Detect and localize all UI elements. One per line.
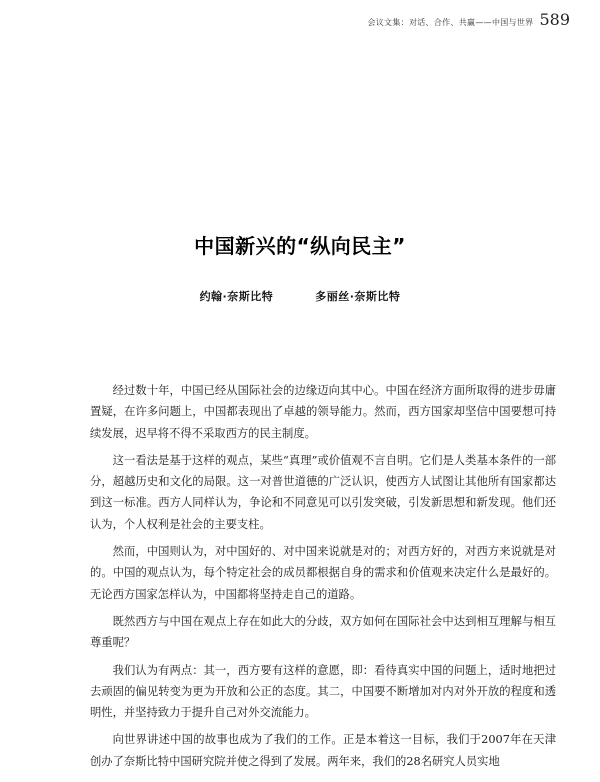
article-body [90,380,556,778]
paragraph-6: 向世界讲述中国的故事也成为了我们的工作。正是本着这一目标，我们于2007年在天津创办了奈斯比特中国研究院并使之得到了发展。两年来，我们的28名研究人员实地 [90,733,556,768]
paragraph-5: 我们认为有两点：其一，西方要有这样的意愿，即：看待真实中国的问题上，适时地把过去顽固的偏见转变为更为开放和公正的态度。其二，中国要不断增加对内对外开放的程度和透明性，并坚持致力于提升自己对外交流能力。 [90,663,556,720]
author-2: 多丽丝·奈斯比特 [315,290,401,303]
article-title: 中国新兴的“纵向民主” [194,234,406,258]
author-1: 约翰·奈斯比特 [199,290,274,303]
paragraph-1: 经过数十年，中国已经从国际社会的边缘迈向其中心。中国在经济方面所取得的进步毋庸置疑，在许多问题上，中国都表现出了卓越的领导能力。然而，西方国家却坚信中国要想可持续发展，迟早将不得不采取西方的民主制度。 [90,384,556,440]
paragraph-3: 然而，中国则认为，对中国好的、对中国来说就是对的；对西方好的，对西方来说就是对的。中国的观点认为，每个特定社会的成员都根据自身的需求和价值观来决定什么是最好的。无论西方国家怎样认为，中国都将坚持走自己的道路。 [90,545,556,601]
paragraph-2: 这一看法是基于这样的观点，某些“真理”或价值观不言自明。它们是人类基本条件的一部分，超越历史和文化的局限。这一对普世道德的广泛认识，使西方人试图让其他所有国家都达到这一标准。西方人同样认为，争论和不同意见可以引发突破，引发新思想和新发现。他们还认为，个人权利是社会的主要支柱。 [90,453,556,531]
author-line [0,288,600,304]
page-number: 589 [539,10,570,29]
paragraph-4: 既然西方与中国在观点上存在如此大的分歧，双方如何在国际社会中达到相互理解与相互尊重呢？ [90,614,556,650]
running-head-text: 会议文集：对话、合作、共赢——中国与世界 [367,18,534,27]
running-head [367,10,570,29]
